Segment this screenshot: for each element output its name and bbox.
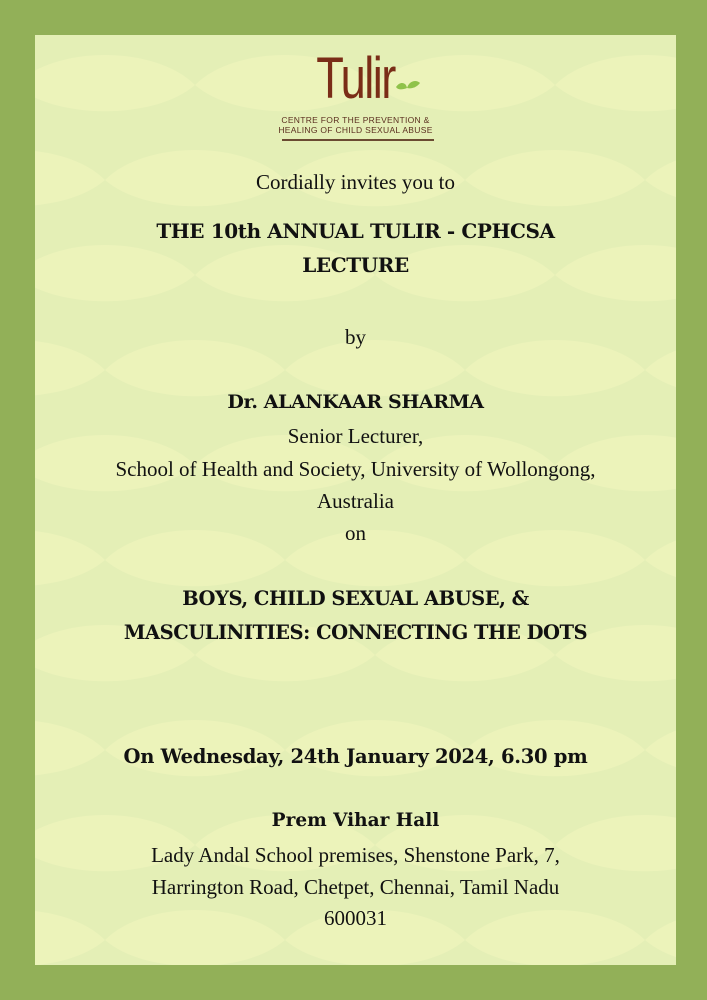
topic-line2: MASCULINITIES: CONNECTING THE DOTS (123, 621, 588, 644)
venue-name: Prem Vihar Hall (271, 810, 440, 831)
logo-tagline: CENTRE FOR THE PREVENTION & HEALING OF CHILD SEXUAL ABUSE (278, 115, 433, 135)
speaker-affiliation: School of Health and Society, University of Wollongong, (115, 457, 596, 481)
address-line3: 600031 (324, 906, 387, 930)
address-line2: Harrington Road, Chetpet, Chennai, Tamil Nadu (151, 875, 560, 899)
speaker-country: Australia (317, 489, 394, 513)
event-datetime: On Wednesday, 24th January 2024, 6.30 pm (123, 745, 588, 768)
invitation-card (35, 35, 676, 965)
by-text: by (345, 325, 366, 349)
tulir-logo (35, 46, 676, 144)
sprout-icon (395, 79, 421, 93)
logo-wordmark: Tulir (316, 46, 395, 111)
speaker-name: Dr. ALANKAAR SHARMA (227, 391, 484, 413)
invite-intro: Cordially invites you to (256, 170, 455, 194)
lecture-title-line1: THE 10th ANNUAL TULIR - CPHCSA (156, 219, 555, 243)
logo-underline (282, 139, 434, 141)
topic-line1: BOYS, CHILD SEXUAL ABUSE, & (182, 587, 529, 610)
speaker-role: Senior Lecturer, (287, 424, 424, 448)
on-text: on (345, 521, 366, 545)
lecture-title-line2: LECTURE (302, 253, 409, 277)
address-line1: Lady Andal School premises, Shenstone Park, 7, (151, 843, 560, 867)
